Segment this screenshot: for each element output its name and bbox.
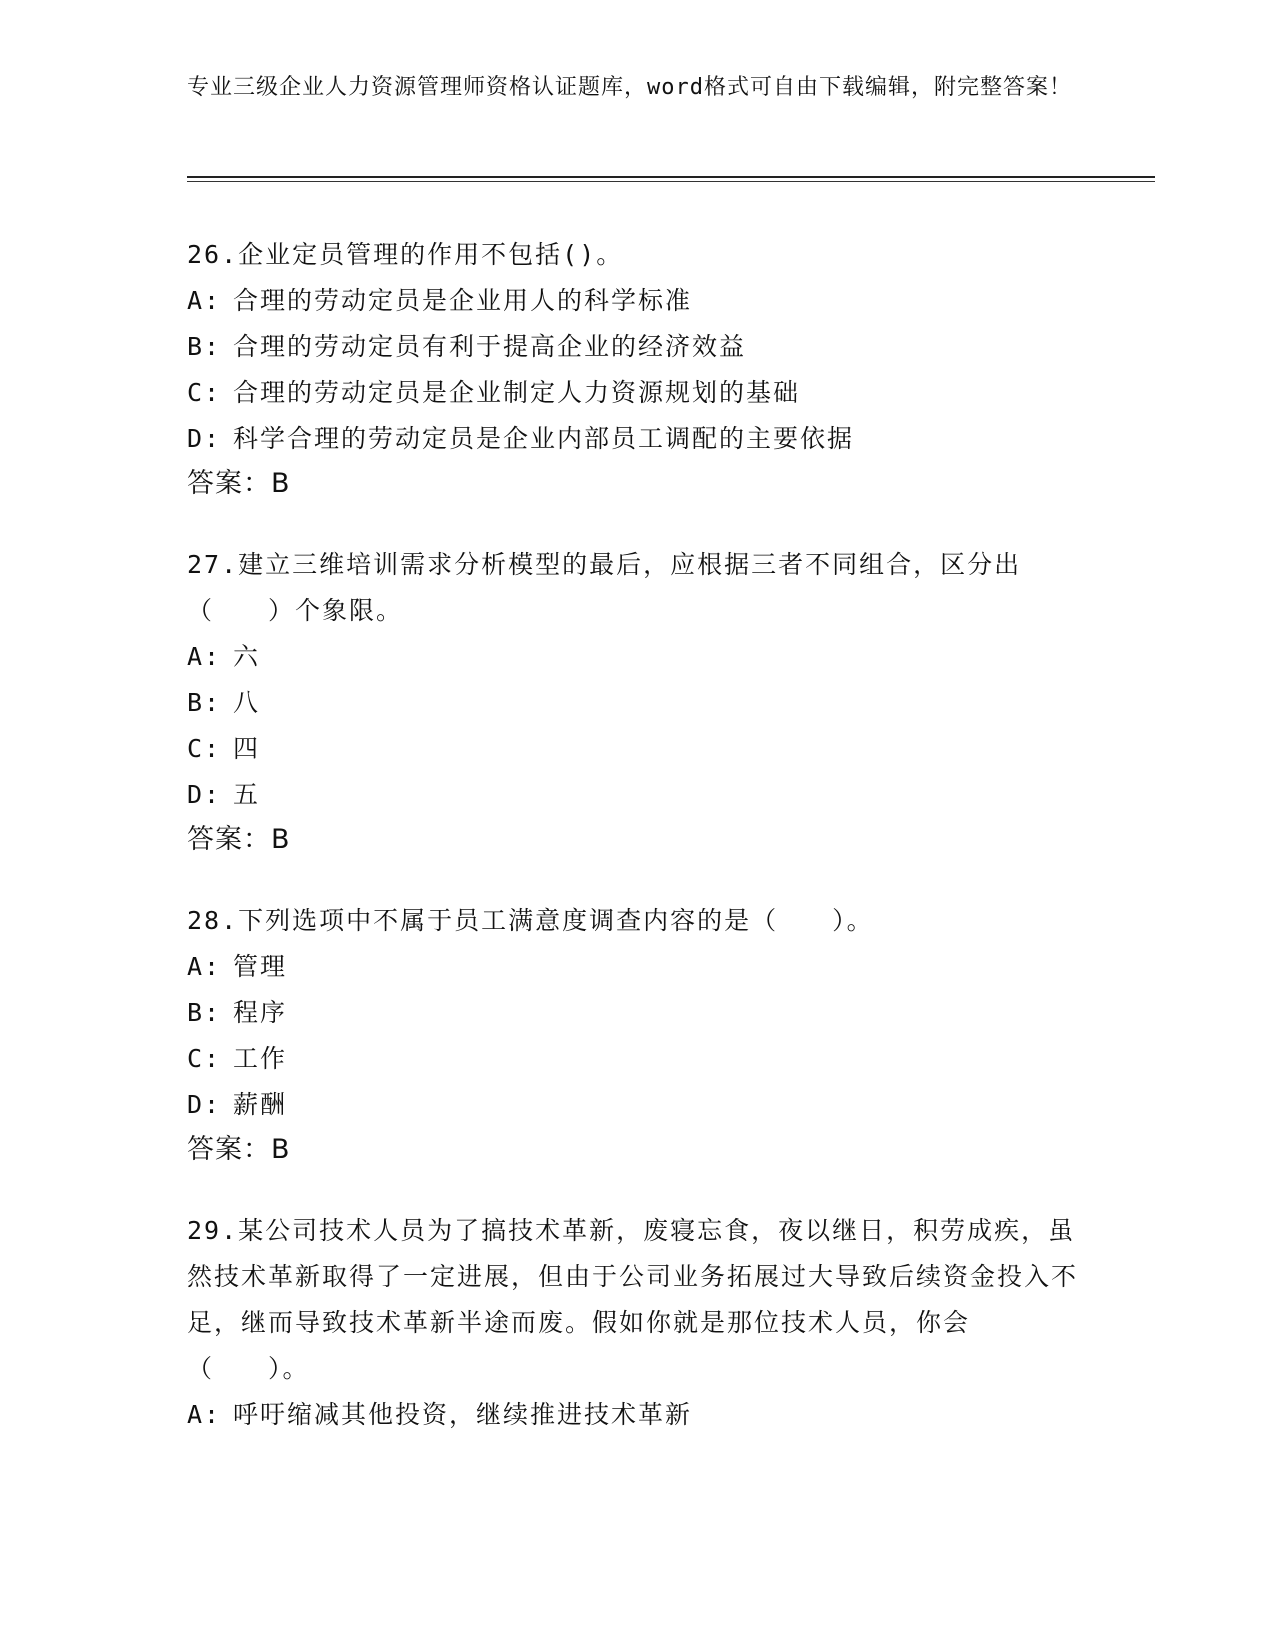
question-28 — [187, 898, 1087, 1172]
option-key: B: — [187, 332, 222, 361]
option-text: 八 — [233, 688, 261, 717]
option-text: 管理 — [233, 952, 288, 981]
option-text: 六 — [233, 642, 261, 671]
option-text: 呼吁缩减其他投资，继续推进技术革新 — [233, 1400, 693, 1429]
option-key: A: — [187, 286, 222, 315]
answer: 答案：B — [187, 824, 291, 855]
option-key: C: — [187, 734, 222, 763]
option-c — [187, 726, 1087, 772]
answer: 答案：B — [187, 468, 291, 499]
option-text: 五 — [233, 780, 261, 809]
option-text: 程序 — [233, 998, 288, 1027]
option-d — [187, 1082, 1087, 1128]
option-key: A: — [187, 952, 222, 981]
question-stem: 27.建立三维培训需求分析模型的最后，应根据三者不同组合，区分出（ ）个象限。 — [187, 550, 1022, 625]
option-key: A: — [187, 1400, 222, 1429]
header-divider-thick — [187, 176, 1155, 178]
question-27 — [187, 542, 1087, 862]
option-key: D: — [187, 1090, 222, 1119]
option-a — [187, 1392, 1087, 1438]
question-stem: 28.下列选项中不属于员工满意度调查内容的是（ ）。 — [187, 906, 874, 935]
option-text: 合理的劳动定员有利于提高企业的经济效益 — [233, 332, 747, 361]
option-key: D: — [187, 424, 222, 453]
option-text: 工作 — [233, 1044, 288, 1073]
header-divider-thin — [187, 181, 1155, 182]
question-stem: 26.企业定员管理的作用不包括()。 — [187, 240, 624, 269]
option-a — [187, 944, 1087, 990]
option-text: 四 — [233, 734, 261, 763]
option-text: 薪酬 — [233, 1090, 288, 1119]
option-b — [187, 680, 1087, 726]
option-key: C: — [187, 378, 222, 407]
option-a — [187, 278, 1087, 324]
question-26 — [187, 232, 1087, 506]
question-list — [187, 232, 1087, 1474]
option-key: B: — [187, 998, 222, 1027]
option-b — [187, 324, 1087, 370]
option-key: D: — [187, 780, 222, 809]
option-b — [187, 990, 1087, 1036]
option-key: C: — [187, 1044, 222, 1073]
answer: 答案：B — [187, 1134, 291, 1165]
option-c — [187, 370, 1087, 416]
option-a — [187, 634, 1087, 680]
option-d — [187, 416, 1087, 462]
option-c — [187, 1036, 1087, 1082]
option-text: 合理的劳动定员是企业用人的科学标准 — [233, 286, 693, 315]
question-29 — [187, 1208, 1087, 1438]
option-text: 科学合理的劳动定员是企业内部员工调配的主要依据 — [233, 424, 855, 453]
option-d — [187, 772, 1087, 818]
option-key: A: — [187, 642, 222, 671]
option-text: 合理的劳动定员是企业制定人力资源规划的基础 — [233, 378, 801, 407]
question-stem: 29.某公司技术人员为了搞技术革新，废寝忘食，夜以继日，积劳成疾，虽然技术革新取得了一定进展，但由于公司业务拓展过大导致后续资金投入不足，继而导致技术革新半途而废。假如你就是那位技术人员，你会（ ）。 — [187, 1216, 1079, 1383]
page-header: 专业三级企业人力资源管理师资格认证题库，word格式可自由下载编辑，附完整答案！ — [187, 75, 1072, 100]
option-key: B: — [187, 688, 222, 717]
